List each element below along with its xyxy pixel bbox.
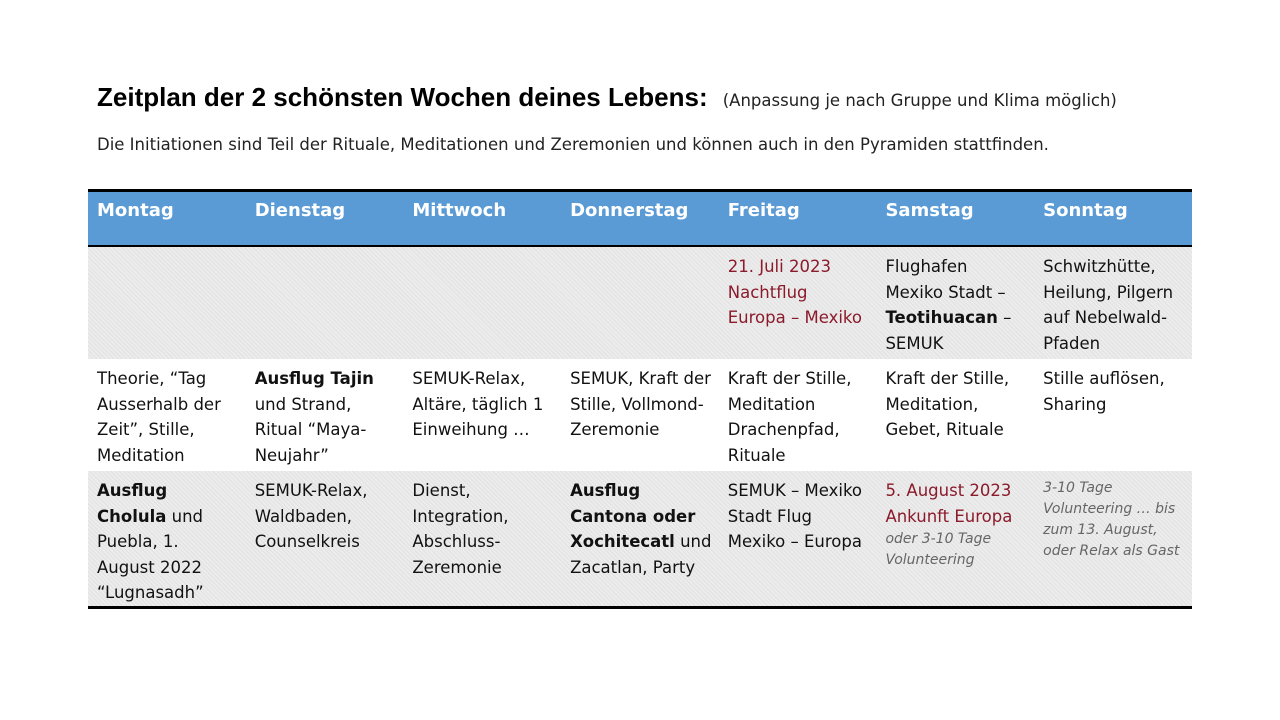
cell-sat xyxy=(876,247,1034,359)
cell-sun xyxy=(1034,471,1192,606)
header-thursday: Donnerstag xyxy=(570,200,689,221)
tue-text-b: und Strand, Ritual “Maya-Neujahr” xyxy=(254,394,367,465)
schedule-table xyxy=(88,189,1192,609)
header-monday: Montag xyxy=(97,200,174,221)
cell-thu: SEMUK, Kraft der Stille, Vollmond-Zeremonie xyxy=(570,369,711,439)
cell-mon xyxy=(88,471,246,606)
cell-thu xyxy=(561,471,719,606)
sat-volunteer-note: oder 3-10 Tage Volunteering xyxy=(885,531,992,568)
sat-text-a: Flughafen Mexiko Stadt – xyxy=(885,257,1006,302)
title-note: (Anpassung je nach Gruppe und Klima möglich) xyxy=(722,91,1117,110)
cell-tue: SEMUK-Relax, Waldbaden, Counselkreis xyxy=(254,481,368,551)
sat-arrival: 5. August 2023 Ankunft Europa xyxy=(885,481,1013,526)
subtitle: Die Initiationen sind Teil der Rituale, Meditationen und Zeremonien und können auch in den Pyramiden stattfinden. xyxy=(97,135,1049,154)
cell-fri: SEMUK – Mexiko Stadt Flug Mexiko – Europa xyxy=(727,481,863,551)
page-title: Zeitplan der 2 schönsten Wochen deines Lebens: xyxy=(97,82,708,112)
cell-sun: Stille auflösen, Sharing xyxy=(1043,369,1165,414)
cell-wed: Dienst, Integration, Abschluss-Zeremonie xyxy=(412,481,509,577)
thu-text-a: Ausflug Cantona oder Xochitecatl xyxy=(570,481,696,551)
cell-wed xyxy=(403,247,561,359)
cell-sat: Kraft der Stille, Meditation, Gebet, Rituale xyxy=(885,369,1010,439)
title-line xyxy=(97,82,1117,113)
thu-text-b: und Zacatlan, Party xyxy=(570,532,712,577)
sat-text-c: – SEMUK xyxy=(885,308,1012,353)
header-wednesday: Mittwoch xyxy=(412,200,507,221)
cell-wed: SEMUK-Relax, Altäre, täglich 1 Einweihung … xyxy=(412,369,544,439)
header-saturday: Samstag xyxy=(885,200,974,221)
table-row xyxy=(88,471,1192,609)
table-row xyxy=(88,247,1192,359)
mon-text-b: und Puebla, 1. August 2022 “Lugnasadh” xyxy=(97,506,204,602)
cell-sun: Schwitzhütte, Heilung, Pilgern auf Nebelwald-Pfaden xyxy=(1043,257,1174,353)
cell-fri: Kraft der Stille, Meditation Drachenpfad, Rituale xyxy=(727,369,852,465)
cell-mon: Theorie, “Tag Ausserhalb der Zeit”, Stille, Meditation xyxy=(97,369,221,465)
tue-text-a: Ausflug Tajin xyxy=(254,369,374,388)
sun-volunteer-note: 3-10 Tage Volunteering … bis zum 13. August, oder Relax als Gast xyxy=(1043,480,1180,559)
sat-text-b: Teotihuacan xyxy=(885,308,998,327)
table-header xyxy=(88,189,1192,247)
header-friday: Freitag xyxy=(727,200,800,221)
cell-tue xyxy=(246,359,404,471)
header-tuesday: Dienstag xyxy=(254,200,346,221)
mon-text-a: Ausflug Cholula xyxy=(97,481,168,526)
cell-sat xyxy=(876,471,1034,606)
cell-tue xyxy=(246,247,404,359)
header-sunday: Sonntag xyxy=(1043,200,1128,221)
table-row xyxy=(88,359,1192,471)
cell-thu xyxy=(561,247,719,359)
cell-fri: 21. Juli 2023 Nachtflug Europa – Mexiko xyxy=(727,257,862,327)
cell-mon xyxy=(88,247,246,359)
